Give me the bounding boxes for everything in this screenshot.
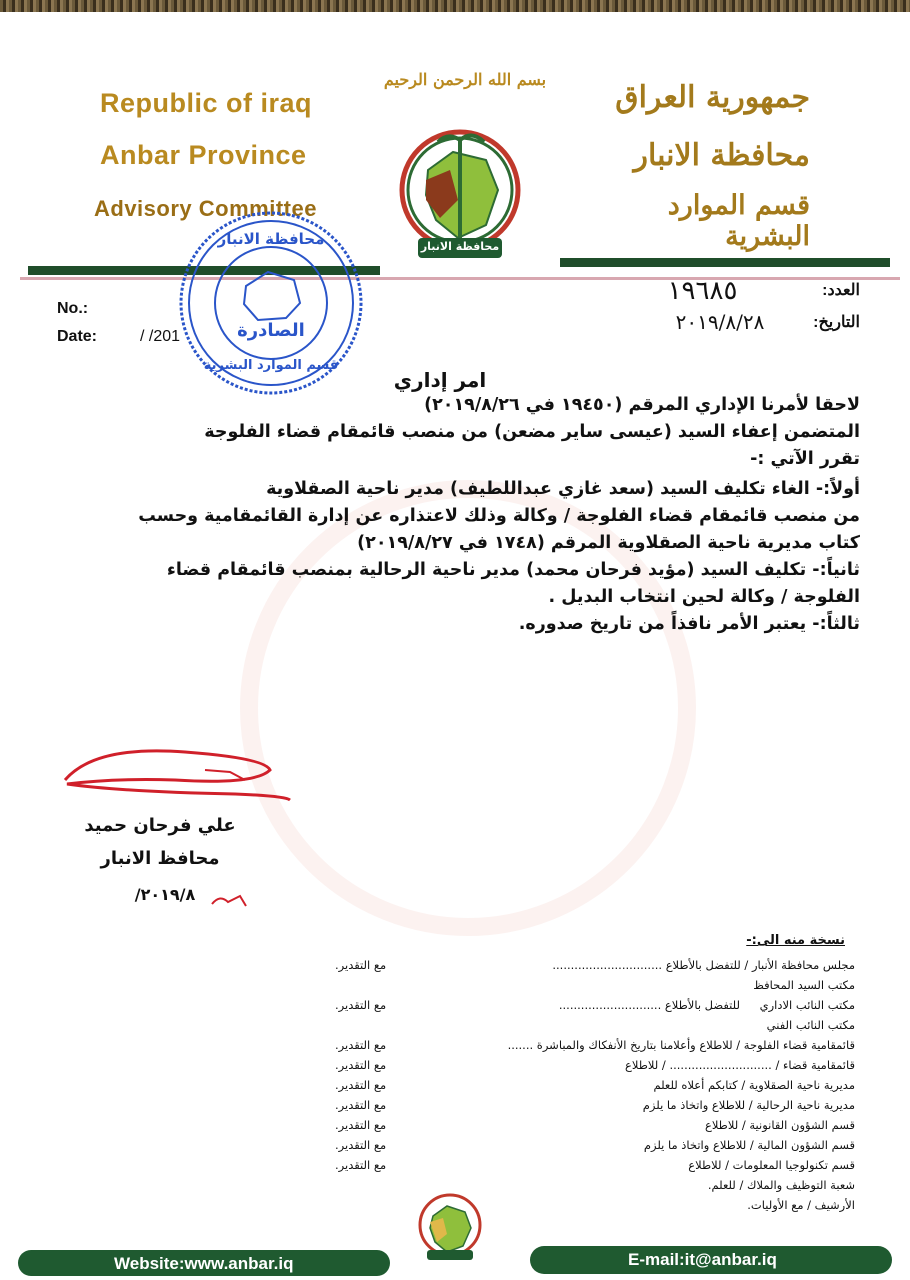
signatory-title: محافظ الانبار xyxy=(100,848,220,869)
order-line: ثالثاً:- يعتبر الأمر نافذاً من تاريخ صدوره. xyxy=(518,614,860,634)
order-line: ثانياً:- تكليف السيد (مؤيد فرحان محمد) مدير ناحية الرحالية بمنصب قائمقام قضاء xyxy=(166,560,860,580)
date-value-en: / /201 xyxy=(140,328,181,345)
order-line: كتاب مديرية ناحية الصقلاوية المرقم (١٧٤٨ في ٢٠١٩/٨/٢٧) xyxy=(357,533,860,553)
dist-item-text: مديرية ناحية الرحالية / للاطلاع واتخاذ ما يلزم xyxy=(642,1098,855,1112)
dist-item-note: مع التقدير. xyxy=(335,1058,387,1072)
stamp-text-top: محافظة الانبار xyxy=(217,230,325,248)
dist-item-text: قائمقامية قضاء / ............................ / للاطلاع xyxy=(625,1058,855,1072)
signature-date: ٢٠١٩/٨/ xyxy=(134,885,196,904)
dist-item-text: مكتب النائب الفني xyxy=(766,1018,855,1032)
header-en-line-2: Anbar Province xyxy=(100,140,307,170)
order-line: أولاً:- الغاء تكليف السيد (سعد غازي عبداللطيف) مدير ناحية الصقلاوية xyxy=(266,479,860,499)
dist-item xyxy=(335,1115,855,1135)
signature-date-scribble xyxy=(210,892,250,912)
order-line: من منصب قائمقام قضاء الفلوجة / وكالة وذلك لاعتذاره عن إدارة القائمقامية وحسب xyxy=(138,506,860,526)
dist-item-note: مع التقدير. xyxy=(335,1038,387,1052)
date-label-ar: التاريخ: xyxy=(813,314,860,331)
dist-item-note: مع التقدير. xyxy=(335,958,387,972)
dist-item-text: قسم الشؤون المالية / للاطلاع واتخاذ ما يلزم xyxy=(643,1138,855,1152)
number-label-en: No.: xyxy=(57,300,89,317)
signatory-name: علي فرحان حميد xyxy=(84,815,236,836)
dist-group-note: للتفضل بالأطلاع ............................ xyxy=(558,998,740,1012)
date-label-en: Date: xyxy=(57,328,98,345)
footer-website[interactable]: Website:www.anbar.iq xyxy=(114,1254,294,1273)
order-body xyxy=(60,392,860,638)
dist-item-note: مع التقدير. xyxy=(335,1158,387,1172)
order-title: امر إداري xyxy=(393,368,487,392)
official-stamp xyxy=(176,208,366,398)
dist-item xyxy=(335,995,855,1015)
dist-item-note: مع التقدير. xyxy=(335,1138,387,1152)
dist-item-text: قسم تكنولوجيا المعلومات / للاطلاع xyxy=(688,1158,855,1172)
dist-item-note: مع التقدير. xyxy=(335,1078,387,1092)
dist-item-text: شعبة التوظيف والملاك / للعلم. xyxy=(707,1178,855,1192)
distribution-list xyxy=(335,955,855,1215)
footer-emblem xyxy=(415,1192,485,1262)
basmala: بسم الله الرحمن الرحيم xyxy=(383,70,547,89)
dist-item xyxy=(335,1135,855,1155)
distribution-heading: نسخة منه الى:- xyxy=(746,933,845,948)
signature-scribble xyxy=(55,740,295,810)
header-ar-line-2: محافظة الانبار xyxy=(633,138,810,173)
dist-item-text: قسم الشؤون القانونية / للاطلاع xyxy=(704,1118,855,1132)
stamp-text-bottom: قسم الموارد البشرية xyxy=(203,358,339,373)
dist-item xyxy=(335,1195,855,1215)
emblem-caption: محافظة الانبار xyxy=(420,240,500,253)
header-ar-line-1: جمهورية العراق xyxy=(615,80,810,115)
top-edge-strip xyxy=(0,0,910,12)
dist-item-text: مديرية ناحية الصقلاوية / كتابكم أعلاه للعلم xyxy=(653,1078,855,1092)
dist-item xyxy=(335,1095,855,1115)
dist-group-thanks: مع التقدير. xyxy=(335,998,387,1012)
order-line: المتضمن إعفاء السيد (عيسى ساير مضعن) من منصب قائمقام قضاء الفلوجة xyxy=(204,422,860,442)
anbar-emblem-logo xyxy=(398,120,522,270)
dist-item xyxy=(335,1055,855,1075)
header-en-line-3: Advisory Committee xyxy=(94,196,317,221)
dist-item-text: مجلس محافظة الأنبار / للتفضل بالأطلاع .............................. xyxy=(552,958,855,972)
dist-item xyxy=(335,1175,855,1195)
dist-item-note: مع التقدير. xyxy=(335,1098,387,1112)
number-value-ar: ١٩٦٨٥ xyxy=(667,276,738,306)
header-ar-line-3: قسم الموارد البشرية xyxy=(667,190,810,252)
order-line: الفلوجة / وكالة لحين انتخاب البديل . xyxy=(548,587,860,607)
order-line: تقرر الآتي :- xyxy=(750,449,860,469)
header-en-line-1: Republic of iraq xyxy=(100,88,313,118)
dist-item-text: قائمقامية قضاء الفلوجة / للاطلاع وأعلامنا بتاريخ الأنفكاك والمباشرة ....... xyxy=(507,1038,855,1052)
date-value-ar: ٢٠١٩/٨/٢٨ xyxy=(675,310,765,334)
dist-item-text: مكتب السيد المحافظ xyxy=(753,978,855,992)
dist-item xyxy=(335,1015,855,1035)
number-label-ar: العدد: xyxy=(822,282,860,299)
dist-item xyxy=(335,1075,855,1095)
dist-item-text: مكتب النائب الاداري xyxy=(759,998,855,1012)
order-line: لاحقا لأمرنا الإداري المرقم (١٩٤٥٠ في ٢٠١٩/٨/٢٦) xyxy=(424,395,860,415)
footer-email[interactable]: E-mail:it@anbar.iq xyxy=(628,1250,777,1269)
dist-item xyxy=(335,955,855,975)
dist-item-text: الأرشيف / مع الأوليات. xyxy=(747,1198,855,1212)
dist-item-note: مع التقدير. xyxy=(335,1118,387,1132)
dist-item xyxy=(335,1155,855,1175)
header-separator-right xyxy=(560,258,890,267)
dist-item xyxy=(335,975,855,995)
footer-email-bar xyxy=(530,1246,892,1274)
stamp-text-center: الصادرة xyxy=(237,320,305,341)
footer-website-bar xyxy=(18,1250,390,1276)
dist-item xyxy=(335,1035,855,1055)
